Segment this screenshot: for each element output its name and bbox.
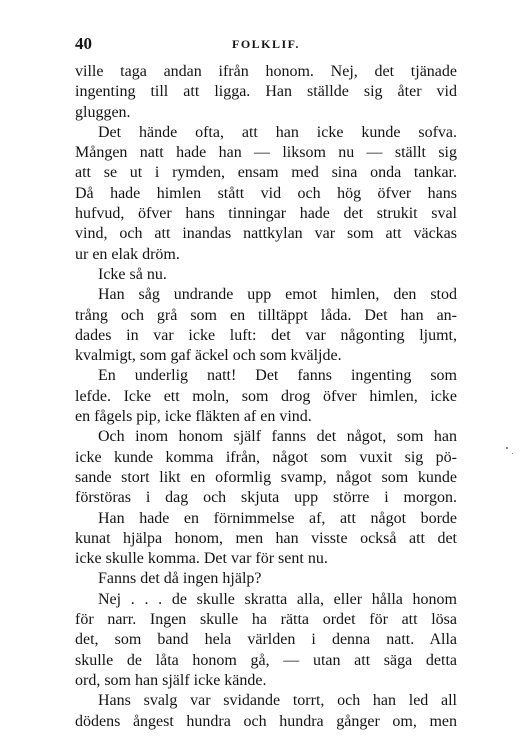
body-text [75,62,457,732]
text-line: en fågels pip, icke fläkten af en vind. [75,408,312,426]
text-line: förstöras i dag och skjuta upp större i morgon. [75,489,457,507]
text-line: ingenting till att ligga. Han ställde sig åter vid [75,83,457,101]
text-line: lefde. Icke ett moln, som drog öfver himlen, icke [75,387,457,405]
text-line: En underlig natt! Det fanns ingenting som [98,367,457,385]
text-line: dades in var icke luft: det var någonting ljumt, [75,326,457,344]
text-line: Han hade en förnimmelse af, att något borde [98,509,457,527]
text-line: kunat hjälpa honom, men han visste också att det [75,529,457,547]
running-head: FOLKLIF. [232,37,300,51]
text-line: Och inom honom själf fanns det något, som han [98,428,457,446]
text-line: dödens ångest hundra och hundra gånger om, men [75,712,457,730]
text-line: gluggen. [75,103,131,121]
text-line: Nej . . . de skulle skratta alla, eller hålla honom [98,590,457,608]
text-line: det, som band hela världen i denna natt. Alla [75,631,457,649]
text-line: kvalmigt, som gaf äckel och som kväljde. [75,347,342,365]
book-page [75,34,457,732]
text-line: Han såg undrande upp emot himlen, den stod [98,286,457,304]
text-line: icke kunde komma ifrån, något som vuxit sig pö- [75,448,457,466]
text-line: Då hade himlen stått vid och hög öfver hans [75,184,457,202]
text-line: skulle de låta honom gå, — utan att säga detta [75,651,457,669]
text-line: ur en elak dröm. [75,245,180,263]
text-line: Mången natt hade han — liksom nu — ställt sig [75,144,457,162]
text-line: hufvud, öfver hans tinningar hade det strukit sval [75,205,457,223]
text-line: Hans svalg var svidande torrt, och han led all [98,692,457,710]
text-line: trång och grå som en tilltäppt låda. Det han an- [75,306,457,324]
text-line: sande stort likt en oformlig svamp, något som kunde [75,468,457,486]
text-line: ord, som han själf icke kände. [75,671,267,689]
text-line: Det hände ofta, att han icke kunde sofva. [98,123,457,141]
print-speck [512,453,513,454]
text-line: för narr. Ingen skulle ha rätta ordet för att lösa [75,611,457,629]
text-line: Fanns det då ingen hjälp? [98,570,262,588]
text-line: ville taga andan ifrån honom. Nej, det tjänade [75,63,457,80]
text-line: vind, och att inandas nattkylan var som att väckas [75,225,457,243]
text-line: icke skulle komma. Det var för sent nu. [75,550,328,568]
print-speck [506,447,508,449]
text-line: att se ut i rymden, ensam med sina onda tankar. [75,164,457,182]
page-number: 40 [75,34,92,53]
page-header [75,34,457,62]
text-line: Icke så nu. [98,265,167,283]
